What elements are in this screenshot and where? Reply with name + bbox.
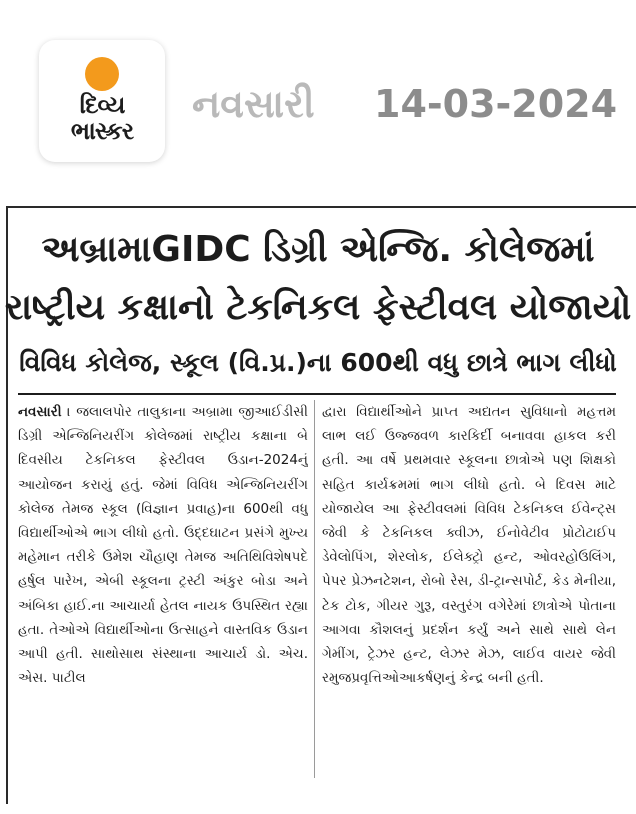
column-1-text: । જલાલપોર તાલુકાના અબ્રામા જીઆઈડીસી ડિગ્રી એન્જિનિયરીંગ કોલેજમાં રાષ્ટ્રીય કક્ષાના બે દિવસીય ટેકનિકલ ફેસ્ટીવલ ઉડાન-2024નું આયોજન કરાયું હતું. જેમાં વિવિધ એન્જિનિયરીંગ કોલેજ તેમજ સ્કૂલ (વિજ્ઞાન પ્રવાહ)ના 600થી વધુ વિદ્યાર્થીઓએ ભાગ લીધો હતો. ઉદ્દઘાટન પ્રસંગે મુખ્ય મહેમાન તરીકે ઉમેશ ચૌહાણ તેમજ અતિથિવિશેષપદે હર્ષુલ પારેખ, એબી સ્કૂલના ટ્રસ્ટી અંકુર બોડા અને અંબિકા હાઈ.ના આચાર્યા હેતલ નાયક ઉપસ્થિત રહ્યા હતા. તેઓએ વિદ્યાર્થીઓના ઉત્સાહને વાસ્તવિક ઉડાન આપી હતી. સાથોસાથ સંસ્થાના આચાર્ય ડો. એચ. એસ. પાટીલ xyxy=(18,404,308,687)
article-column-2 xyxy=(322,400,616,780)
column-2-text: દ્વારા વિદ્યાર્થીઓને પ્રાપ્ત અદ્યતન સુવિધાનો મહત્તમ લાભ લઈ ઉજ્જવળ કારકિર્દી બનાવવા હાકલ કરી હતી. આ વર્ષે પ્રથમવાર સ્કૂલના છાત્રોએ પણ શિક્ષકો સહિત કાર્યક્રમમાં ભાગ લીધો હતો. બે દિવસ માટે યોજાયેલ આ ફેસ્ટીવલમાં વિવિધ ટેકનિકલ ઈવેન્ટ્સ જેવી કે ટેકનિકલ ક્વીઝ, ઈનોવેટીવ પ્રોટોટાઈપ ડેવેલોપિંગ, શેરલોક, ઈલેક્ટ્રો હન્ટ, ઓવરહોઉલિંગ, પેપર પ્રેઝનટેશન, રોબો રેસ, ડી-ટ્રાન્સપોર્ટ, કેડ મેનીયા, ટેક ટોક, ગીયર ગુરૂ, વસ્તુરંગ વગેરેમાં છાત્રોએ પોતાના આગવા કૌશલનું પ્રદર્શન કર્યું અને સાથે સાથે લેન ગેમીંગ, ટ્રેઝર હન્ટ, લેઝર મેઝ, લાઈવ વાયર જેવી રમુજપ્રવૃત્તિઓઆકર્ષણનું કેન્દ્ર બની હતી. xyxy=(322,404,616,687)
headline-line-2: રાષ્ટ્રીય કક્ષાનો ટેકનિકલ ફેસ્ટીવલ યોજાયો xyxy=(4,287,632,328)
sun-icon xyxy=(85,57,119,91)
headline-line-1: અબ્રામાGIDC ડિગ્રી એન્જિ. કોલેજમાં xyxy=(41,229,595,270)
newspaper-logo xyxy=(39,40,165,162)
edition-city: નવસારી xyxy=(192,82,315,126)
subheadline: વિવિધ કોલેજ, સ્કૂલ (વિ.પ્ર.)ના 600થી વધુ છાત્રે ભાગ લીધો xyxy=(19,348,617,377)
article-column-1 xyxy=(18,400,308,780)
logo-line-2: ભાસ્કર xyxy=(70,117,134,145)
edition-date: 14-03-2024 xyxy=(374,82,618,126)
dateline: નવસારી xyxy=(18,404,62,420)
page-header xyxy=(0,0,636,198)
logo-line-1: દિવ્ય xyxy=(79,91,125,119)
column-separator xyxy=(314,400,315,778)
headline-rule xyxy=(18,393,616,395)
